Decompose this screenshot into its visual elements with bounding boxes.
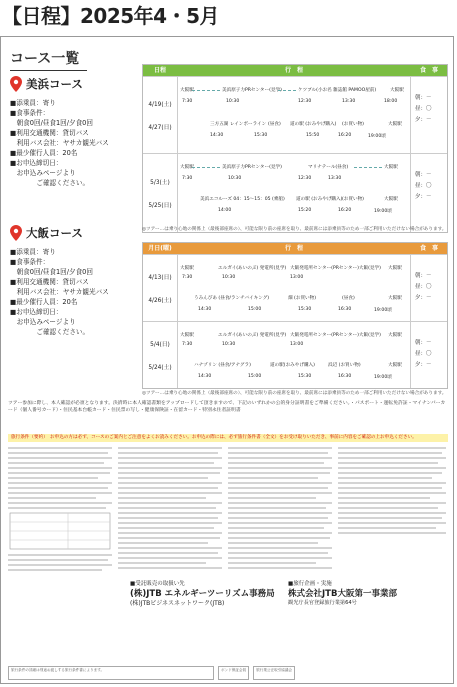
- meals-cell: 朝：－ 昼：〇 夕：－: [415, 95, 432, 123]
- map-pin-icon: [10, 225, 22, 241]
- footer-bar: [8, 666, 448, 680]
- info-line: ご確認ください。: [10, 328, 90, 336]
- fine-print-lines: [228, 445, 334, 575]
- meals-cell: 朝：－ 昼：〇 夕：－: [415, 340, 432, 368]
- terms-banner: 旅行条件（要約） お申込の方は必ず、コースのご案内とご注意をよくお読みください。お申込の際には、必ず旅行条件書（全文）をお受け取りいただき、事前に内容をご確認の上お申込ください。: [8, 434, 448, 442]
- footer-notice: 旅行条件の詳細は別途お渡しする旅行条件書によります。: [8, 666, 214, 680]
- course-name: 大飯コース: [10, 225, 138, 241]
- map-pin-icon: [10, 76, 22, 92]
- itinerary-cell: 大阪駅 美浜原子力PRセンター(見学) マリナテール(昼食) 大阪駅 7:30 10:30 12:30 13:30 美浜エコルーズ 04：15～15：05 (乗船) 道の駅 (おみやげ購入) (お買い物) 大阪駅 14:00 15:20 16:20 19:00頃: [178, 154, 411, 232]
- info-line: ■最少催行人員：20名: [10, 149, 78, 157]
- fine-print-col: [338, 445, 448, 575]
- table-row: [143, 153, 447, 232]
- id-notice: ツアー参加に際し、本人確認が必須となります。決済時に本人確認書類をアップロードして頂きますので、下記のいずれかの公的身分証明書をご準備ください。・パスポート・運転免許証・マイナンバーカード（個人番号カード）・住民基本台帳カード・住民票の写し・健康保険証・在留カード・特別永住者証明書: [8, 401, 446, 413]
- table-row: [143, 254, 447, 321]
- info-line: ■食事条件：: [10, 109, 50, 117]
- table-note: ◎ツアー…は乗り心地の関係上（最後部座席の）、可能な限り前の座席を取り、最前席には添乗員等のため一部ご利用いただけない場合があります。: [142, 391, 447, 396]
- fine-print-col: [118, 445, 224, 575]
- date-cell: 5/3(土) 5/25(日): [143, 154, 178, 232]
- info-line: 利用バス会社：ヤサカ観光バス: [10, 288, 109, 296]
- info-line: 利用バス会社：ヤサカ観光バス: [10, 139, 109, 147]
- fine-print-lines: [118, 445, 224, 575]
- meals-cell: 朝：－ 昼：〇 夕：－: [415, 273, 432, 301]
- date-cell: 4/13(日) 4/26(土): [143, 255, 178, 321]
- course-info-ohi: [10, 225, 138, 337]
- bond-badge: ボンド保証会員: [218, 666, 249, 680]
- course-list-title: コース一覧: [10, 48, 79, 68]
- fine-print-lines: [338, 445, 448, 575]
- schedule-table-mihama: [142, 64, 448, 233]
- fine-print-col: [228, 445, 334, 575]
- info-line: ■食事条件：: [10, 258, 50, 266]
- table-row: [143, 76, 447, 153]
- info-line: 朝食0回/昼食1回/夕食0回: [10, 119, 93, 127]
- info-line: ■添乗員：寄り: [10, 99, 56, 107]
- info-line: ■お申込締切日：: [10, 308, 63, 316]
- schedule-table-ohi: [142, 242, 448, 389]
- organizer-planning: ■旅行企画・実施 株式会社JTB大阪第一事業部 観光庁長官登録旅行業第64号: [288, 581, 397, 606]
- info-line: ご確認ください。: [10, 179, 90, 187]
- table-header: 月日(曜) 行 程 食 事: [143, 243, 447, 254]
- info-line: ■利用交通機関：貸切バス: [10, 129, 89, 137]
- info-line: ■利用交通機関：貸切バス: [10, 278, 89, 286]
- organizer-sales: ■受託販売の取扱い先 (株)JTB エネルギーツーリズム事務局 (株)JTBビジネスネットワーク(JTB): [130, 581, 275, 607]
- info-line: ■お申込締切日：: [10, 159, 63, 167]
- table-note: ◎ツアー…は乗り心地の関係上（最後部座席の）、可能な限り前の座席を取り、最前席には添乗員等のため一部ご利用いただけない場合があります。: [142, 227, 447, 232]
- info-line: お申込みページより: [10, 318, 76, 326]
- table-row: [143, 321, 447, 388]
- itinerary-cell: 大阪駅 美浜原子力PRセンター(見学) ケツブル(小お名 雑誌館 PAMOO屋前) 大阪駅 7:30 10:30 12:30 13:30 18:00 三方五湖 レインボーライン (昼食) 道の駅 (おみやげ購入) (お買い物) 大阪駅 14:30 15:30 15:50 16:20 19:00頃: [178, 77, 411, 153]
- date-cell: 5/4(日) 5/24(土): [143, 322, 178, 388]
- fair-trade-badge: 旅行業公正取引協議会: [253, 666, 295, 680]
- info-line: 朝食0回/昼食1回/夕食0回: [10, 268, 93, 276]
- itinerary-cell: 大阪駅 エルガイ(あいのぶ) 発電所(見学) 大飯発電所センター(PRセンター)大飯(見学) 大阪駅 7:30 10:30 13:00 ハナヅリン (昼食/アナグラ) 道の駅(おみやげ購入) 浜辺 (お買い物) 大阪駅 14:30 15:00 15:30 16:30 19:00頃: [178, 322, 411, 388]
- fine-print-lines: [8, 445, 114, 575]
- info-line: ■最少催行人員：20名: [10, 298, 78, 306]
- meals-cell: 朝：－ 昼：〇 夕：－: [415, 172, 432, 200]
- fine-print-col: [8, 445, 114, 575]
- page-title: 【日程】2025年4・5月: [2, 4, 219, 28]
- table-header: 日程 行 程 食 事: [143, 65, 447, 76]
- itinerary-cell: 大阪駅 エルガイ(あいのぶ) 発電所(見学) 大飯発電所センター(PRセンター)大飯(見学) 大阪駅 7:30 10:30 13:00 うみんぴあ (昼食/ランチバイキング) 畑 (お買い物) (昼食) 大阪駅 14:30 15:00 15:30 16:30 19:00頃: [178, 255, 411, 321]
- info-line: ■添乗員：寄り: [10, 248, 56, 256]
- date-cell: 4/19(土) 4/27(日): [143, 77, 178, 153]
- info-line: お申込みページより: [10, 169, 76, 177]
- course-name: 美浜コース: [10, 76, 138, 92]
- course-info-mihama: [10, 76, 138, 188]
